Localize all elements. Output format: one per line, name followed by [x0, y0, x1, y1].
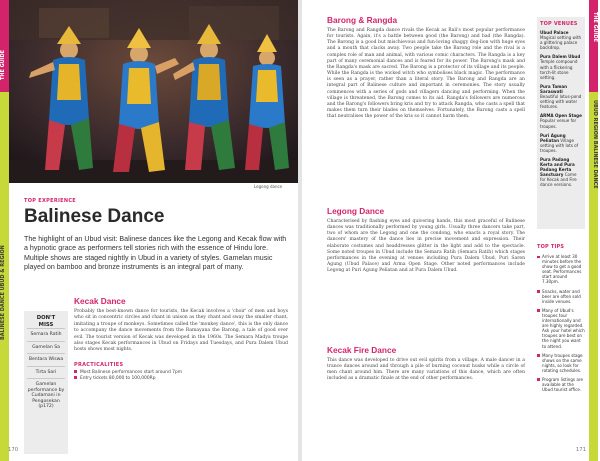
left-tab-side-label	[0, 331, 6, 340]
book-gutter	[298, 0, 302, 461]
right-tab-side-label	[592, 100, 598, 109]
photo-caption: Legong dance	[254, 184, 283, 189]
kecak-fire-body: This dance was developed to drive out evil spirits from a village. A male dancer in a trance dances around and through a pile of burning coconut husks while a circle of men chant around him. There are many variations of this dance, which are often included as a dramatic finale at the end of other performances.	[327, 358, 525, 382]
kecak-fire-heading: Kecak Fire Dance	[327, 345, 397, 355]
page-number-left: 170	[8, 447, 19, 453]
legong-body: Characterised by flashing eyes and quivering hands, this most graceful of Balinese dances was traditionally performed by young girls. Usually three dancers take part, two of whom are the Legong and one the condong, who enacts a royal story. The dancers' mastery of the dance lies in precise movement and expression. Their elaborate costumes and headdresses glitter in the light and add to the spectacle. Some noted troupes in Ubud include the Semara Ratih (Semara Ratih) which stages performances in the evening at venues including Pura Dalem Ubud, Puri Saren Agung (Ubud Palace) and Arma Open Stage. Other noted performances include Legong at Puri Agung Peliatan and at Pura Dalem Ubud.	[327, 219, 525, 274]
kecak-section	[74, 296, 288, 382]
left-tab-top-label	[0, 71, 6, 80]
legong-heading: Legong Dance	[327, 206, 385, 216]
tip-item: Arrive at least 30 minutes before the show to get a good seat. Performances start around 7.30pm.	[537, 254, 585, 285]
dont-miss-item: Gamelan performance by Cudamani in Pengosekan (p172)	[27, 378, 65, 413]
legong-section	[327, 206, 525, 274]
practicality-item: Most Balinese performances start around 7pm	[74, 370, 288, 376]
dont-miss-heading: DON'T MISS	[36, 315, 56, 328]
venue-item: Pura Dalem Ubud Temple compound with a flickering torch-lit stone setting.	[540, 54, 581, 80]
venue-item: Pura Taman Saraswati Beautiful lotus-pond setting with water features.	[540, 83, 582, 110]
dancers-illustration	[9, 0, 298, 183]
tip-item: Many troupes stage shows on the same nights, so look for rotating schedules.	[537, 353, 585, 373]
dont-miss-item: Tirta Sari	[27, 366, 65, 379]
kecak-heading: Kecak Dance	[74, 296, 126, 306]
top-venues-box	[537, 17, 585, 229]
top-tips-box	[537, 244, 585, 396]
dont-miss-item: Gamelan Sa	[27, 341, 65, 354]
barong-section	[327, 15, 525, 120]
page-number-right: 171	[575, 447, 586, 453]
venue-item: Pura Padang Kerta and Pura Padang Kerta Sanctuary Come for Kecak and Fire dance versions.	[540, 156, 577, 188]
barong-body: The Barong and Rangda dance rivals the Kecak as Bali's most popular performance for tourists. Again, it's a battle between good (the Barong) and bad (the Rangda). The Barong is a good but mischievous and fun-loving shaggy dog-lion with huge eyes and a mouth that clacks away. Two people take the Barong role and the rival is a complex role of man and animal, with various comic characters. The Rangda is a key part of many ceremonial dances and is feared for its power. The Barong's mask and the Rangda's mask are sacred. The Barong is a protector of its village and its people. While the Rangda is the wicked witch who symbolises black magic. The performance is seen as a prayer, rather than a literal story. The Barong and Rangda are an integral part of Balinese culture and important in ceremonies. The story usually commences with a series of gods and villagers dancing and performing. When the village is threatened, the Barong comes to its aid. Rangda's followers are numerous and the Barong's followers bring kris and try to attack Rangda, who casts a spell that makes them turn their blades on themselves. Fortunately, the Barong casts a spell that neutralises the power of the kris so it cannot harm them.	[327, 28, 525, 120]
top-venues-heading: TOP VENUES	[540, 21, 578, 27]
venue-item: Puri Agung Peliatan Village setting with lots of troupes.	[540, 132, 579, 153]
practicality-item: Entry tickets 80,000 to 100,000Rp	[74, 376, 288, 382]
dont-miss-item: Semara Ratih	[27, 328, 65, 341]
kecak-fire-section	[327, 345, 525, 383]
tip-item: Snacks, water and beer are often sold inside venues.	[537, 289, 585, 304]
kecak-body: Probably the best-known dance for tourists, the Kecak involves a 'choir' of men and boys who sit in concentric circles and chant in unison as they chant and sway the smaller chant, imitating a troupe of monkeys. Sometimes called the 'monkey dance', this is the only dance to accompany the dance movements from the Ramayana the Barong, a tale of good over evil. The tourist version of Kecak was developed in the 1960s. The Semara Madya troupe also stages Kecak performances in Ubud on Fridays and Tuesdays, and Pura Dalem Ubud hosts shows most nights.	[74, 309, 288, 353]
left-section-tab	[0, 0, 9, 461]
top-tips-heading: TOP TIPS	[537, 244, 565, 250]
lead-paragraph: The highlight of an Ubud visit: Balinese dances like the Legong and Kecak flow with a hypnotic grace as performers tell stories rich with the essence of Hindu lore. Multiple shows are staged nightly in Ubud in a variety of styles. Gamelan music played on bamboo and bronze instruments is an integral part of many.	[24, 235, 287, 271]
right-section-tab	[589, 0, 598, 461]
venue-item: ARMA Open Stage Popular venue for troupes.	[540, 113, 582, 129]
barong-heading: Barong & Rangda	[327, 15, 398, 25]
legong-dance-photo	[9, 0, 298, 183]
right-tab-top-label	[592, 12, 598, 21]
dont-miss-item: Bentara Wiswa	[27, 353, 65, 366]
dont-miss-box	[24, 311, 68, 454]
page-title: Balinese Dance	[24, 206, 165, 227]
tip-item: Many of Ubud's troupes tour internationally and are highly regarded. Ask your hotel which troupes are best on the night you want to attend.	[537, 308, 585, 349]
venue-item: Ubud Palace Magical setting with a glittering palace backdrop.	[540, 30, 582, 51]
top-experience-label: TOP EXPERIENCE	[24, 198, 77, 204]
practicalities-heading: PRACTICALITIES	[74, 361, 124, 368]
tip-item: Program listings are available at the Ubud tourist office.	[537, 377, 585, 392]
